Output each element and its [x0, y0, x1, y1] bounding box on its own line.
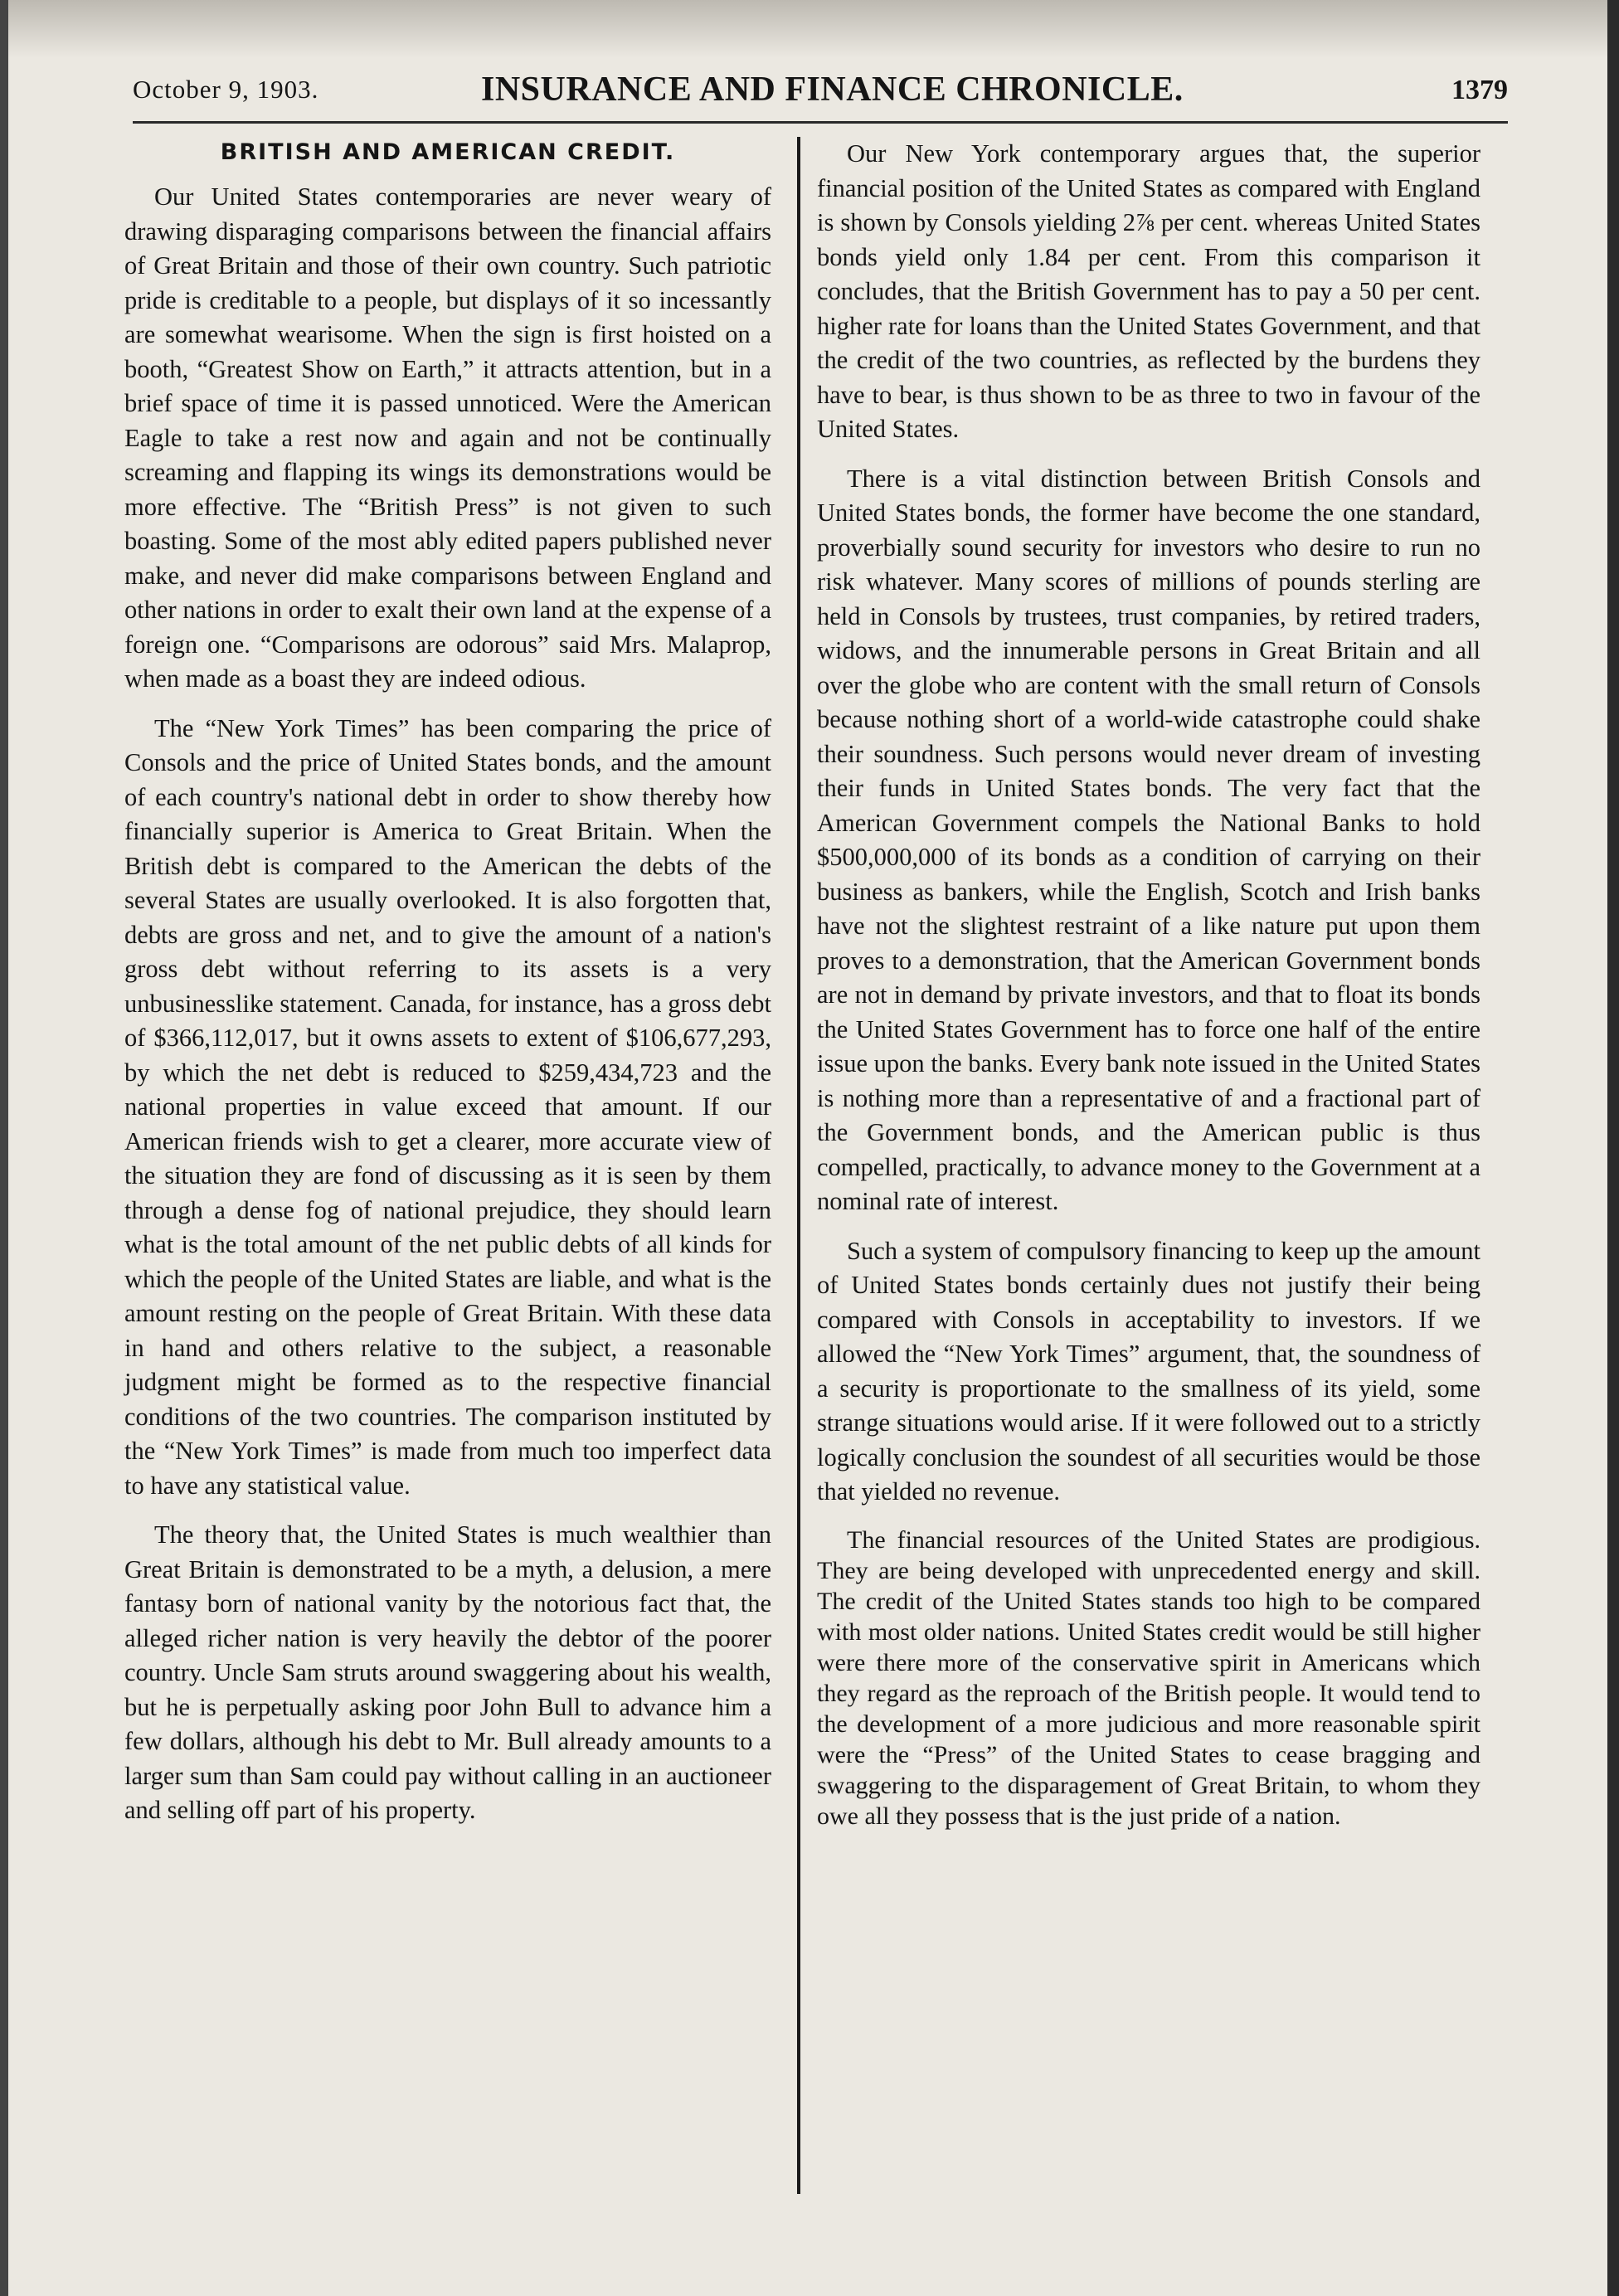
column-right: [817, 137, 1480, 1846]
article-title: BRITISH AND AMERICAN CREDIT.: [220, 139, 676, 165]
header-rule: [133, 121, 1508, 124]
paragraph: There is a vital distinction between British Consols and United States bonds, the former have become the one standard, proverbially sound security for investors who desire to run no risk whatever. Many scores of millions of pounds sterling are held in Consols by trustees, trust companies, by retired traders, widows, and the innumerable persons in Great Britain and all over the globe who are content with the small return of Consols because nothing short of a world-wide catastrophe could shake their soundness. Such persons would never dream of investing their funds in United States bonds. The very fact that the American Government compels the National Banks to hold $500,000,000 of its bonds as a condition of carrying on their business as bankers, while the English, Scotch and Irish banks have not the slightest restraint of a like nature put upon them proves to a demonstration, that the American Government bonds are not in demand by private investors, and that to float its bonds the United States Government has to force one half of the entire issue upon the banks. Every bank note issued in the United States is nothing more than a representative of and a fractional part of the Government bonds, and the American public is thus compelled, practically, to advance money to the Government at a nominal rate of interest.: [817, 464, 1480, 1215]
paragraph: Our United States contemporaries are never weary of drawing disparaging comparisons between the financial affairs of Great Britain and those of their own country. Such patriotic pride is creditable to a people, but displays of it so incessantly are somewhat wearisome. When the sign is first hoisted on a booth, “Greatest Show on Earth,” it attracts attention, but in a brief space of time it is passed unnoticed. Were the American Eagle to take a rest now and again and not be continually screaming and flapping its wings its demonstrations would be more effective. The “British Press” is not given to such boasting. Some of the most ably edited papers published never make, and never did make comparisons between England and other nations in order to exalt their own land at the expense of a foreign one. “Comparisons are odorous” said Mrs. Malaprop, when made as a boast they are indeed odious.: [124, 182, 771, 693]
running-header: [133, 70, 1508, 111]
paragraph: Such a system of compulsory financing to keep up the amount of United States bonds certainly dues not justify their being compared with Consols in acceptability to investors. If we allowed the “New York Times” argument, that, the soundness of a security is proportionate to the smallness of its yield, some strange situations would arise. If it were followed out to a strictly logically conclusion the soundest of all securities would be those that yielded no revenue.: [817, 1236, 1480, 1506]
paragraph: The financial resources of the United States are prodigious. They are being developed with unprecedented energy and skill. The credit of the United States stands too high to be compared with most older nations. United States credit would be still higher were there more of the conservative spirit in Americans which they regard as the reproach of the British people. It would tend to the development of a more judicious and more reasonable spirit were the “Press” of the United States to cease bragging and swaggering to the disparagement of Great Britain, to whom they owe all they possess that is the just pride of a nation.: [817, 1525, 1480, 1830]
paragraph: The theory that, the United States is much wealthier than Great Britain is demonstrated to be a myth, a delusion, a mere fantasy born of national vanity by the notorious fact that, the alleged richer nation is very heavily the debtor of the poorer country. Uncle Sam struts around swaggering about his wealth, but he is perpetually asking poor John Bull to advance him a few dollars, although his debt to Mr. Bull already amounts to a larger sum than Sam could pay without calling in an auctioneer and selling off part of his property.: [124, 1520, 771, 1824]
page-number: 1379: [1451, 75, 1508, 105]
column-divider: [797, 137, 800, 2194]
paragraph: Our New York contemporary argues that, the superior financial position of the United States as compared with England is shown by Consols yielding 2⅞ per cent. whereas United States bonds yield only 1.84 per cent. From this comparison it concludes, that the British Government has to pay a 50 per cent. higher rate for loans than the United States Government, and that the credit of the two countries, as reflected by the burdens they have to bear, is thus shown to be as three to two in favour of the United States.: [817, 139, 1480, 443]
scan-shading: [8, 0, 1607, 58]
header-date: October 9, 1903.: [133, 75, 319, 104]
paragraph: The “New York Times” has been comparing the price of Consols and the price of United States bonds, and the amount of each country's national debt in order to show thereby how financially superior is America to Great Britain. When the British debt is compared to the American the debts of the several States are usually overlooked. It is also forgotten that, debts are gross and net, and to give the amount of a nation's gross debt without referring to its assets is a very unbusinesslike statement. Canada, for instance, has a gross debt of $366,112,017, but it owns assets to extent of $106,677,293, by which the net debt is reduced to $259,434,723 and the national properties in value exceed that amount. If our American friends wish to get a clearer, more accurate view of the situation they are fond of discussing as it is seen by them through a dense fog of national prejudice, they should learn what is the total amount of the net public debts of all kinds for which the people of the United States are liable, and what is the amount resting on the people of Great Britain. With these data in hand and others relative to the subject, a reasonable judgment might be formed as to the respective financial conditions of the two countries. The comparison instituted by the “New York Times” is made from much too imperfect data to have any statistical value.: [124, 713, 771, 1500]
column-left: [124, 137, 771, 1843]
publication-title: INSURANCE AND FINANCE CHRONICLE.: [481, 71, 1184, 109]
